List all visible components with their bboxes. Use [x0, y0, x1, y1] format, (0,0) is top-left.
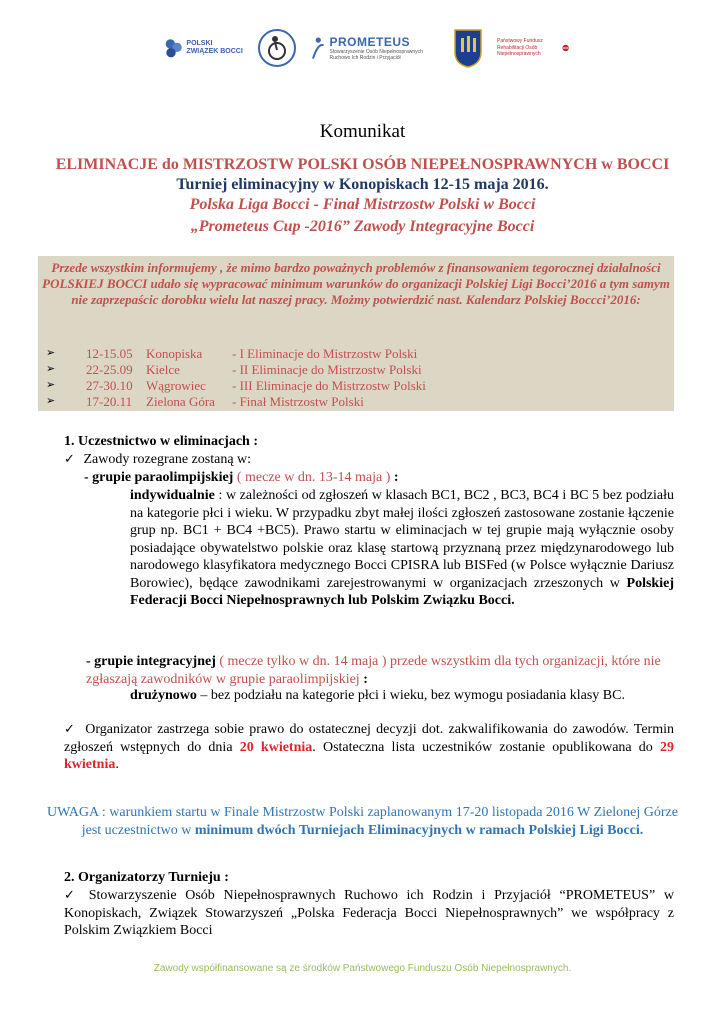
- check-icon: ✓: [64, 722, 75, 737]
- integration-note: ( mecze tylko w dn. 14 maja ) przede wszystkim dla tych organizacji, które nie zgłaszają zawodników w grupie paraolimpijskiej: [86, 654, 661, 687]
- individual-paragraph: [130, 487, 674, 610]
- heading-eliminations: ELIMINACJE do MISTRZOSTW POLSKI OSÓB NIEPEŁNOSPRAWNYCH w BOCCI: [55, 156, 670, 173]
- warning-note: [40, 804, 685, 839]
- federation-logo: [257, 26, 297, 70]
- organizer-text-3: .: [115, 757, 119, 772]
- organizer-note: [64, 721, 674, 774]
- calendar-place: Konopiska: [146, 346, 203, 361]
- heading-cup: „Prometeus Cup -2016” Zawody Integracyjne Bocci: [190, 218, 535, 235]
- calendar-event: - II Eliminacje do Mistrzostw Polski: [232, 362, 422, 377]
- intro-box: [38, 256, 674, 411]
- section2-body: [64, 887, 674, 940]
- crest-logo: [453, 26, 483, 70]
- logo-strip: [165, 24, 569, 72]
- section1-line: Zawody rozegrane zostaną w:: [80, 452, 252, 467]
- calendar-date: 12-15.05: [86, 346, 133, 361]
- prometeus-logo-title: PROMETEUS: [329, 35, 411, 49]
- organizer-text-1: Organizator zastrzega sobie prawo do ostatecznej decyzji dot. zakwalifikowania do zawodów. Termin zgłoszeń wstępnych do dnia: [64, 722, 674, 755]
- heading-league: Polska Liga Bocci - Finał Mistrzostw Polski w Bocci: [189, 196, 536, 213]
- paralympic-colon: :: [393, 470, 399, 485]
- calendar-date: 27-30.10: [86, 378, 133, 393]
- section1-intro: [64, 451, 251, 469]
- warning-bold: minimum dwóch Turniejach Eliminacyjnych w ramach Polskiej Ligi Bocci.: [194, 822, 644, 838]
- arrow-bullet-icon: ➢: [46, 395, 56, 407]
- footer-note: Zawody współfinansowane są ze środków Państwowego Funduszu Osób Niepełnosprawnych.: [153, 963, 572, 974]
- calendar-event: - I Eliminacje do Mistrzostw Polski: [232, 346, 418, 361]
- intro-text: Przede wszystkim informujemy , że mimo bardzo poważnych problemów z finansowaniem tegorocznej działalności POLSKIEJ BOCCI udało się wypracować minimum warunków do organizacji Polskiej Ligi Bocci’2016 a tym samym nie zaprzepaścic dorobku wielu lat naszej pracy. Możmy potwierdzić nast. Kalendarz Polskiej Boccci’2016:: [42, 260, 670, 308]
- pfron-logo-text: Państwowy Fundusz Rehabilitacji Osób Niepełnosprawnych: [497, 38, 543, 58]
- organizer-text-2: . Ostateczna lista uczestników zostanie opublikowana do: [312, 739, 661, 755]
- integration-label: - grupie integracyjnej: [86, 654, 216, 669]
- calendar-event: - III Eliminacje do Mistrzostw Polski: [232, 378, 426, 393]
- pfron-mark-icon: [562, 40, 569, 56]
- page-title: Komunikat: [319, 121, 406, 142]
- team-text: – bez podziału na kategorie płci i wieku, bez wymogu posiadania klasy BC.: [196, 688, 625, 703]
- paralympic-note: ( mecze w dn. 13-14 maja ): [233, 470, 394, 485]
- calendar-place: Wągrowiec: [146, 378, 206, 393]
- team-label: drużynowo: [130, 688, 197, 703]
- calendar-date: 22-25.09: [86, 362, 133, 377]
- check-icon: ✓: [64, 452, 75, 467]
- pzb-logo-text: POLSKI ZWIĄZEK BOCCI: [186, 40, 243, 55]
- paralympic-label: - grupie paraolimpijskiej: [84, 470, 234, 485]
- arrow-bullet-icon: ➢: [46, 379, 56, 391]
- check-icon: ✓: [64, 888, 75, 903]
- integration-colon: :: [363, 671, 368, 687]
- section2-heading: 2. Organizatorzy Turnieju :: [64, 870, 229, 885]
- pfron-logo: [497, 26, 569, 70]
- prometeus-figure-icon: [311, 30, 326, 66]
- heading-tournament: Turniej eliminacyjny w Konopiskach 12-15 maja 2016.: [176, 176, 549, 193]
- deadline-registration: 20 kwietnia: [239, 739, 313, 755]
- prometeus-logo-subtitle: Stowarzyszenie Osób Niepełnosprawnych Ruchowo Ich Rodzin i Przyjaciół: [329, 49, 423, 61]
- prometeus-logo: [311, 26, 439, 70]
- bocci-balls-icon: [165, 33, 182, 63]
- arrow-bullet-icon: ➢: [46, 347, 56, 359]
- pzb-logo: [165, 26, 243, 70]
- individual-text: : w zależności od zgłoszeń w klasach BC1, BC2 , BC3, BC4 i BC 5 bez podziału na kategorie płci i wieku. W przypadku zbyt małej ilości zgłoszeń zastosowane zostanie łączenie grup np. BC1 + BC4 +BC5). Prawo startu w eliminacjach w tej grupie mają wyłącznie osoby posiadające obywatelstwo polskie oraz klasę startową przyznaną przez międzynarodowego lub narodowego klasyfikatora medycznego Bocci CPISRA lub BISFed (w Polsce wyłącznie Dariusz Borowiec), będące zawodnikami zarejestrowanymi w organizacjach zrzeszonych w: [130, 488, 674, 591]
- team-line: [130, 687, 625, 705]
- calendar-place: Kielce: [146, 362, 180, 377]
- individual-bold: Polskiej Federacji Bocci Niepełnosprawnych lub Polskim Związku Bocci.: [130, 575, 674, 608]
- coat-of-arms-icon: [453, 28, 483, 68]
- calendar-event: - Finał Mistrzostw Polski: [232, 394, 364, 409]
- calendar-place: Zielona Góra: [146, 394, 215, 409]
- wheelchair-emblem-icon: [257, 28, 297, 68]
- paralympic-group: [84, 469, 399, 487]
- arrow-bullet-icon: ➢: [46, 363, 56, 375]
- integration-group: [86, 653, 666, 688]
- section1-heading: 1. Uczestnictwo w eliminacjach :: [64, 434, 259, 449]
- warning-text: UWAGA : warunkiem startu w Finale Mistrzostw Polski zaplanowanym 17-20 listopada 2016 W Zielonej Górze jest uczestnictwo w: [47, 805, 678, 838]
- section2-text: Stowarzyszenie Osób Niepełnosprawnych Ruchowo ich Rodzin i Przyjaciół “PROMETEUS” w Konopiskach, Związek Stowarzyszeń „Polska Federacja Bocci Niepełnosprawnych” we współpracy z Polskim Związkiem Bocci: [64, 888, 674, 938]
- deadline-list: 29 kwietnia: [64, 739, 675, 772]
- individual-label: indywidualnie: [130, 488, 215, 503]
- calendar-date: 17-20.11: [86, 394, 133, 409]
